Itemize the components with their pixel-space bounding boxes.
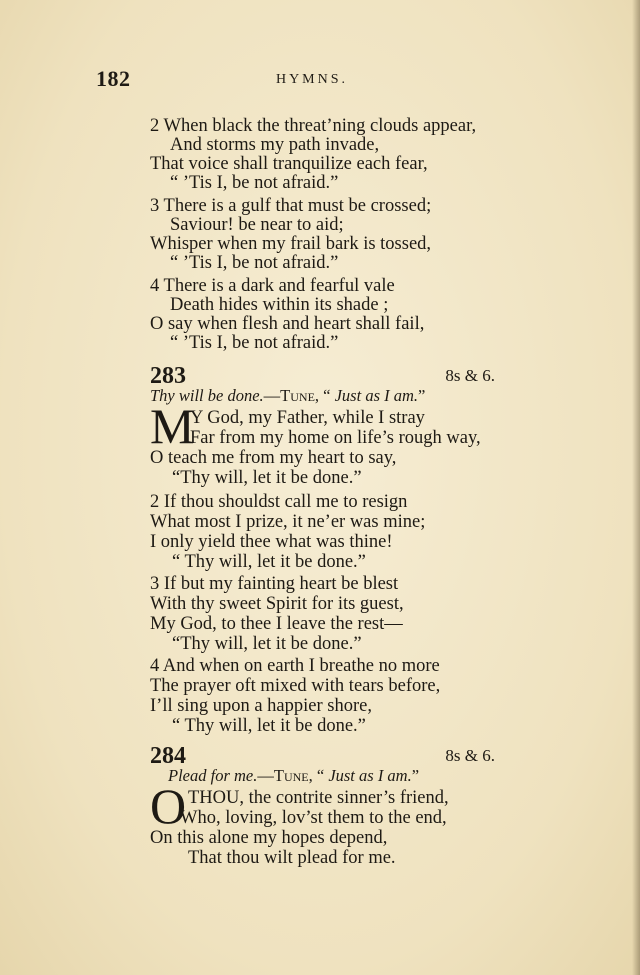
verse-line: The prayer oft mixed with tears before,	[150, 676, 441, 696]
verse-line: On this alone my hopes depend,	[150, 828, 388, 848]
verse-line: That thou wilt plead for me.	[188, 848, 396, 868]
verse-line: THOU, the contrite sinner’s friend,	[188, 788, 449, 808]
verse-line: O teach me from my heart to say,	[150, 448, 397, 468]
verse-line: “ ’Tis I, be not afraid.”	[170, 173, 339, 193]
verse-line: With thy sweet Spirit for its guest,	[150, 594, 404, 614]
verse-line: My God, to thee I leave the rest—	[150, 614, 403, 634]
drop-cap: O	[150, 778, 187, 834]
tune-name: Just as I am.	[334, 386, 419, 405]
verse-line: 4 And when on earth I breathe no more	[150, 656, 440, 676]
verse-line: “Thy will, let it be done.”	[172, 634, 362, 654]
verse-line: O say when flesh and heart shall fail,	[150, 314, 425, 334]
hymn-number: 283	[150, 363, 186, 389]
verse-line: “ ’Tis I, be not afraid.”	[170, 333, 339, 353]
verse-line: 2 If thou shouldst call me to resign	[150, 492, 408, 512]
verse-line: 4 There is a dark and fearful vale	[150, 276, 395, 296]
verse-line: I’ll sing upon a happier shore,	[150, 696, 372, 716]
tune-label: Tune,	[273, 766, 313, 785]
verse-line: What most I prize, it ne’er was mine;	[150, 512, 426, 532]
verse-line: 3 There is a gulf that must be crossed;	[150, 196, 432, 216]
verse-line: Whisper when my frail bark is tossed,	[150, 234, 432, 254]
verse-line: Who, loving, lov’st them to the end,	[180, 808, 447, 828]
verse-line: “ Thy will, let it be done.”	[172, 716, 366, 736]
hymn-first-line: Plead for me.	[168, 766, 258, 785]
verse-line: “ ’Tis I, be not afraid.”	[170, 253, 339, 273]
tune-label: Tune,	[280, 386, 320, 405]
verse-line: I only yield thee what was thine!	[150, 532, 393, 552]
verse-line: “Thy will, let it be done.”	[172, 468, 362, 488]
hymn-number: 284	[150, 743, 186, 769]
verse-line: Y God, my Father, while I stray	[190, 408, 425, 428]
hymn-meter: 8s & 6.	[445, 366, 495, 385]
hymn-subtitle: Plead for me.—Tune, “ Just as I am.”	[168, 766, 420, 785]
page-edge-shadow	[632, 0, 640, 975]
verse-line: Death hides within its shade ;	[170, 295, 389, 315]
drop-cap: M	[150, 398, 195, 454]
verse-line: Far from my home on life’s rough way,	[190, 428, 481, 448]
verse-line: 3 If but my fainting heart be blest	[150, 574, 399, 594]
page-number: 182	[96, 66, 131, 91]
hymn-subtitle: Thy will be done.—Tune, “ Just as I am.”	[150, 386, 426, 405]
running-head: HYMNS.	[275, 72, 349, 87]
verse-line: That voice shall tranquilize each fear,	[150, 154, 428, 174]
verse-line: 2 When black the threat’ning clouds appear,	[150, 116, 477, 136]
tune-name: Just as I am.	[328, 766, 412, 785]
hymn-first-line: Thy will be done.	[150, 386, 264, 405]
verse-line: “ Thy will, let it be done.”	[172, 552, 366, 572]
page-header	[96, 66, 528, 92]
hymn-meter: 8s & 6.	[445, 746, 495, 765]
verse-line: And storms my path invade,	[170, 135, 380, 155]
verse-line: Saviour! be near to aid;	[170, 215, 344, 235]
